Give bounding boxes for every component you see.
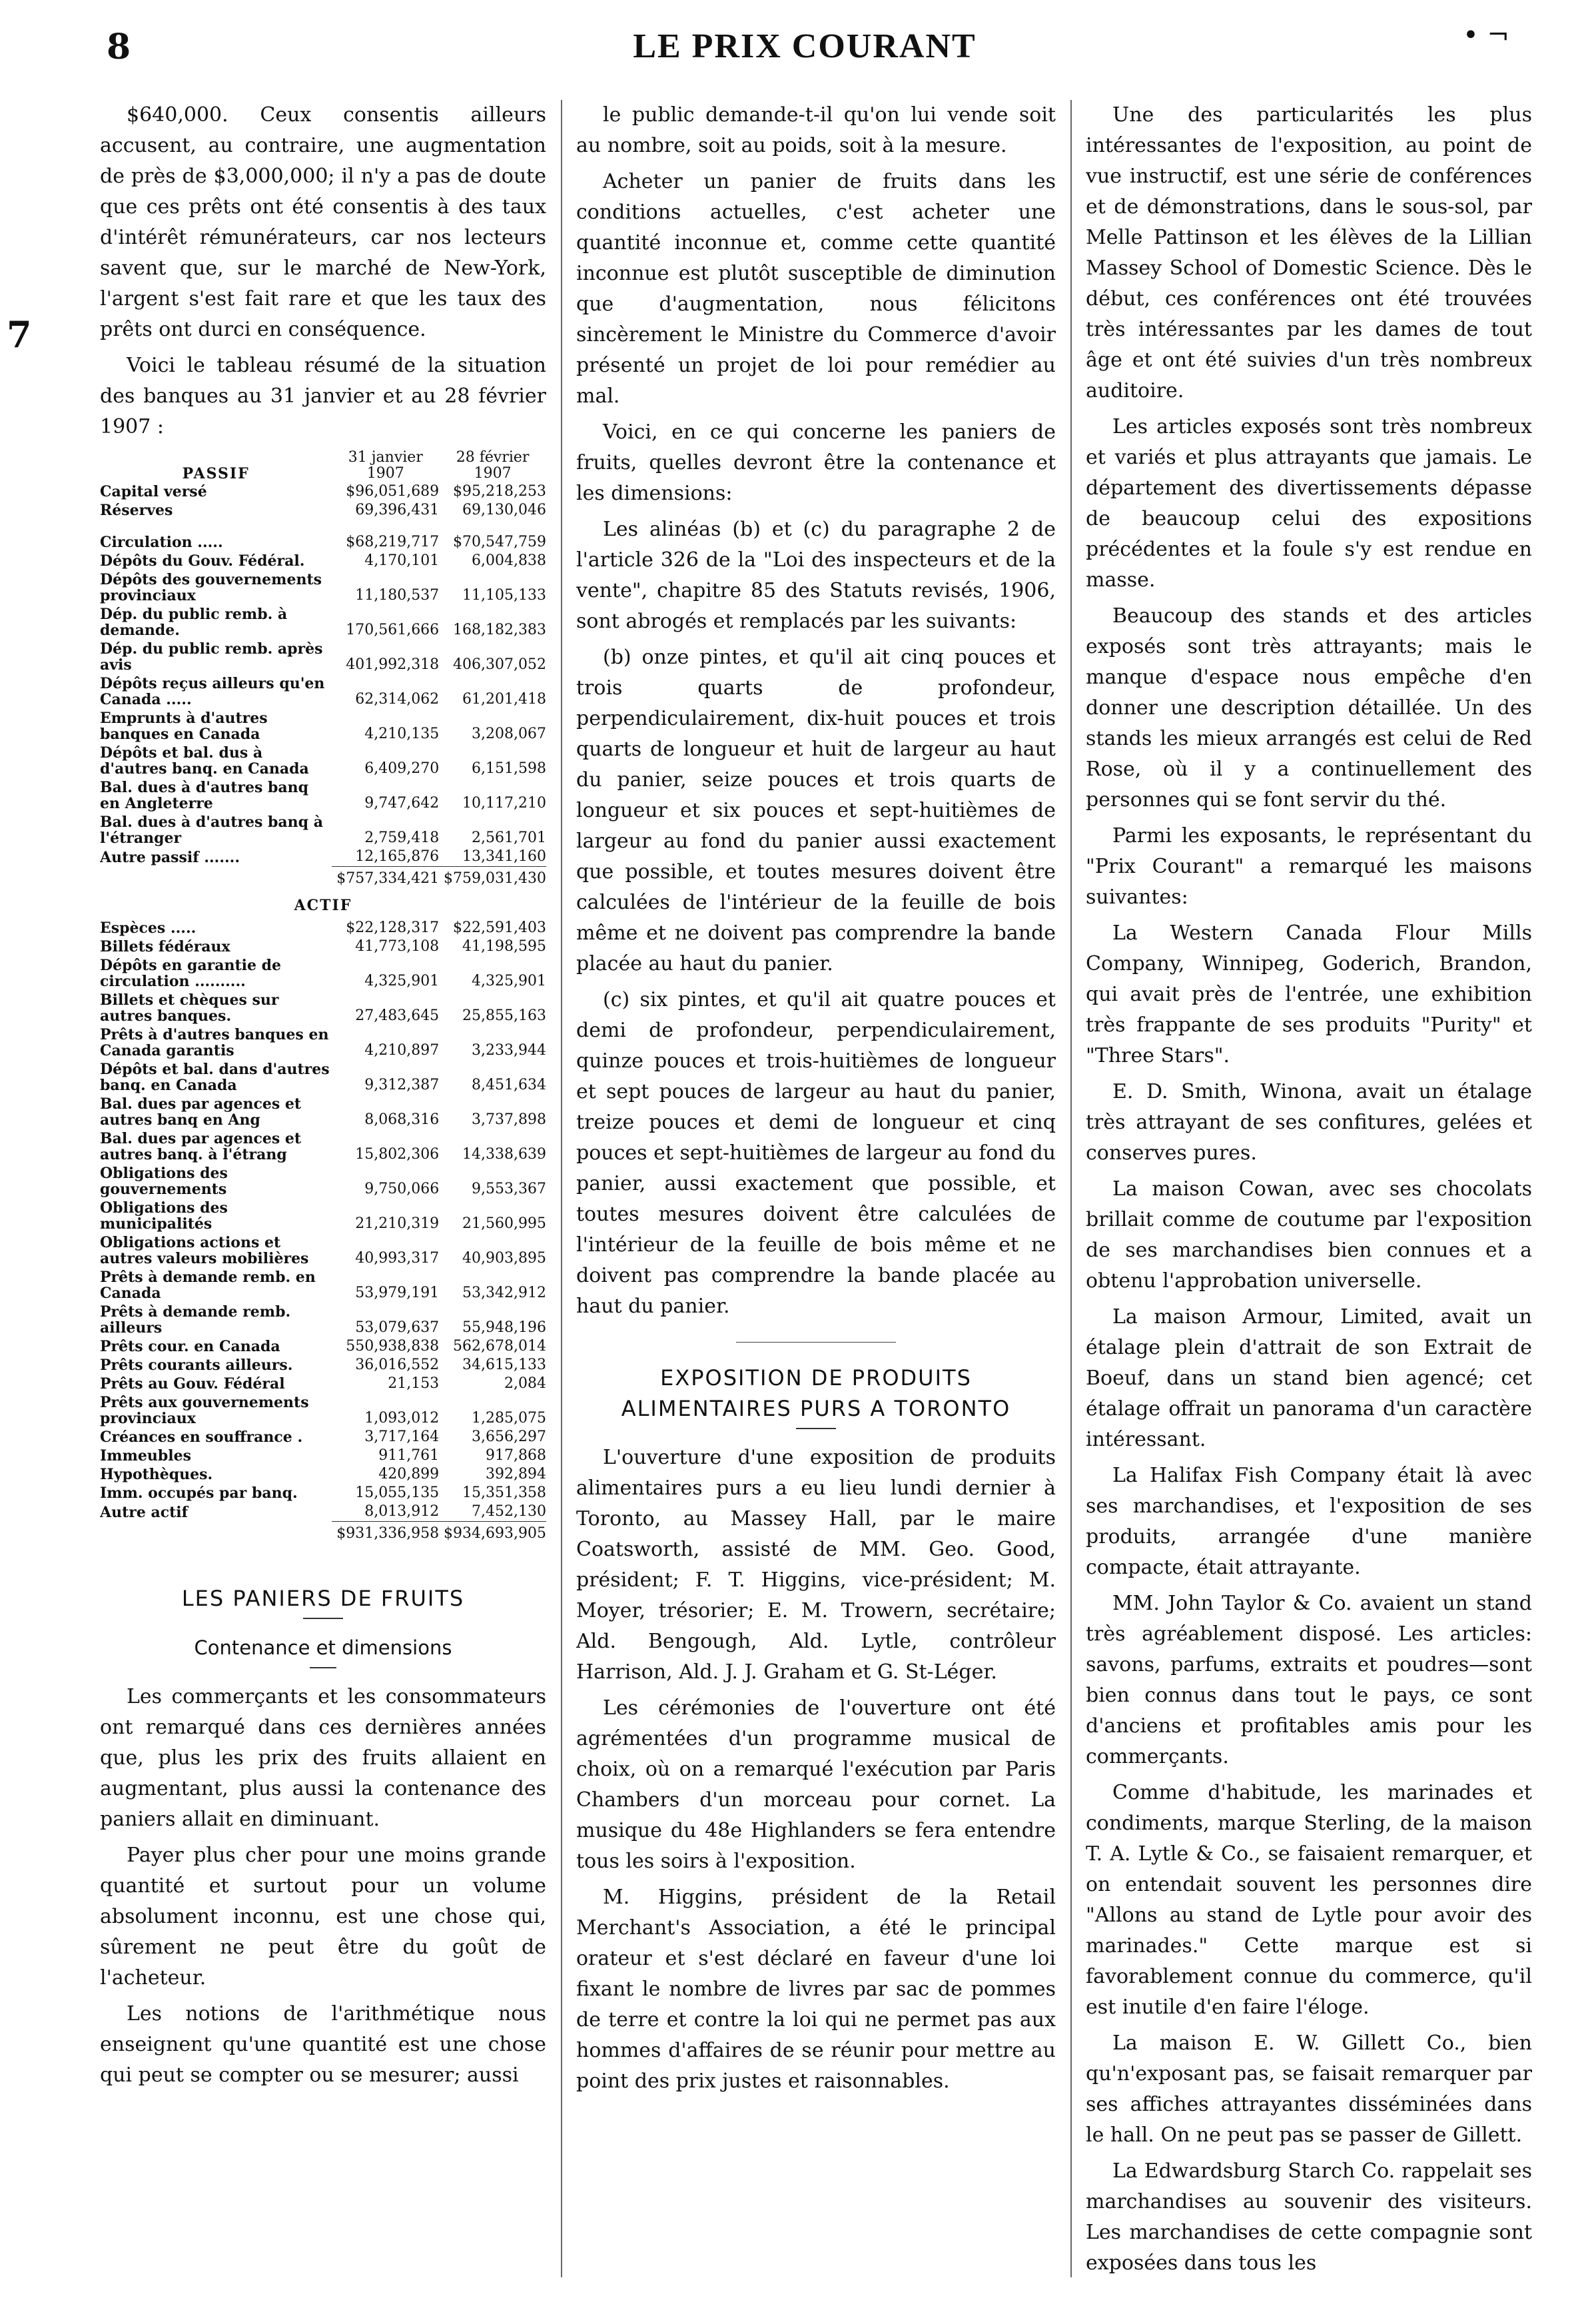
bank-statement-table [100,449,546,1543]
value-feb: 11,105,133 [462,587,546,604]
actif-total-row [100,1522,546,1544]
value-feb: 3,208,067 [472,726,546,742]
value-jan: 62,314,062 [355,691,440,708]
paragraph: Parmi les exposants, le représentant du "Prix Courant" a remarqué les maisons suivantes: [1086,824,1532,909]
value-jan: 21,153 [388,1375,440,1392]
value-feb: 10,117,210 [462,795,546,812]
passif-total-feb: $759,031,430 [439,867,546,889]
value-feb: 13,341,160 [462,848,546,865]
paragraph: Les cérémonies de l'ouverture ont été agrémentées d'un programme musical de choix, où on a remarqué l'exécution par Paris Chambers d'un morceau pour cornet. La musique du 48e Highlanders se fera entendre tous les soirs à l'exposition. [576,1696,1056,1873]
table-row [100,1129,546,1164]
paragraph: le public demande-t-il qu'on lui vende soit au nombre, soit au poids, soit à la mesure. [576,103,1056,157]
value-feb: 3,233,944 [472,1042,546,1059]
table-row [100,1164,546,1199]
value-jan: 2,759,418 [364,830,440,846]
table-row [100,1095,546,1129]
paragraph: La Edwardsburg Starch Co. rappelait ses marchandises au souvenir des visiteurs. Les marchandises de cette compagnie sont exposées dans tous les [1086,2159,1532,2275]
value-jan: $22,128,317 [346,919,440,936]
value-feb: 6,151,598 [472,760,546,777]
column-header-jan: 31 janvier 1907 [348,449,423,482]
paragraph: Acheter un panier de fruits dans les conditions actuelles, c'est acheter une quantité inconnue et, comme cette quantité inconnue est plutôt susceptible de diminution que d'augmentation, nous félicitons sincèrement le Ministre du Commerce d'avoir présenté un projet de loi pour remédier au mal. [576,170,1056,408]
paragraph: Les alinéas (b) et (c) du paragraphe 2 de l'article 326 de la "Loi des inspecteurs et de la vente", chapitre 85 des Statuts revisés, 1906, sont abrogés et remplacés par les suivants: [576,518,1056,633]
value-feb: 406,307,052 [453,656,546,673]
actif-total-jan: $931,336,958 [332,1522,439,1544]
row-label: Prêts à d'autres banques en Canada garantis [100,1026,329,1059]
value-feb: 53,342,912 [462,1285,546,1301]
value-jan: 1,093,012 [364,1410,440,1427]
table-row [100,1268,546,1303]
row-label: Capital versé [100,483,207,500]
actif-total-feb: $934,693,905 [439,1522,546,1544]
section-title-paniers: LES PANIERS DE FRUITS [181,1586,465,1611]
passif-rows [100,533,546,867]
table-row [100,1393,546,1428]
value-feb: $22,591,403 [453,919,546,936]
page-header [100,20,1509,80]
title-rule [796,1428,836,1429]
row-label: Billets fédéraux [100,938,230,955]
value-feb: 55,948,196 [462,1319,546,1336]
value-feb: 9,553,367 [472,1181,546,1197]
table-row [100,937,546,956]
value-jan: 41,773,108 [355,938,440,955]
row-label: Immeubles [100,1447,191,1464]
table-row [100,570,546,605]
table-row [100,1303,546,1337]
value-feb: 8,451,634 [472,1077,546,1093]
row-label: Créances en souffrance . [100,1429,303,1446]
table-row [100,956,546,991]
table-row [100,813,546,848]
value-jan: 11,180,537 [355,587,440,604]
row-label: Dép. du public remb. après avis [100,640,323,674]
value-jan: 9,312,387 [364,1077,440,1093]
paragraph: Voici le tableau résumé de la situation des banques au 31 janvier et au 28 février 1907 : [100,354,546,438]
row-label: Dépôts des gouvernements provinciaux [100,571,322,604]
table-row [100,640,546,674]
paniers-article [100,1682,546,2091]
table-row [100,848,546,867]
table-row [100,1446,546,1465]
value-feb: 7,452,130 [472,1503,546,1520]
page-number: 8 [107,27,131,67]
row-label: Autre actif [100,1503,189,1521]
subtitle-rule [310,1667,336,1668]
table-row [100,501,546,520]
paragraph: E. D. Smith, Winona, avait un étalage très attrayant de ses confitures, gelées et conserves pures. [1086,1080,1532,1165]
value-feb: 21,560,995 [462,1215,546,1232]
value-jan: 69,396,431 [355,502,440,518]
row-label: Circulation ..... [100,534,223,551]
value-jan: 9,750,066 [364,1181,440,1197]
margin-mark: 7 [7,313,32,356]
row-label: Prêts à demande remb. ailleurs [100,1303,291,1337]
paragraph: Beaucoup des stands et des articles exposés sont très attrayants; mais le manque d'espace nous empêche d'en donner une description détaillée. Un des stands les mieux arrangés est celui de Red Rose, où il y a continuellement des personnes qui se font servir du thé. [1086,604,1532,812]
table-row [100,1356,546,1375]
value-feb: 1,285,075 [472,1410,546,1427]
paragraph: Comme d'habitude, les marinades et condiments, marque Sterling, de la maison T. A. Lytle & Co., se faisaient remarquer, et on entendait souvent les personnes dire "Allons au stand de Lytle pour avoir des marinades." Cette marque est si favorablement connue du commerce, qu'il est inutile d'en faire l'éloge. [1086,1781,1532,2019]
masthead-title: LE PRIX COURANT [633,27,977,65]
value-feb: 4,325,901 [472,973,546,989]
value-jan: 420,899 [378,1466,440,1482]
value-jan: 4,210,135 [364,726,440,742]
paragraph: Les notions de l'arithmétique nous enseignent qu'une quantité est une chose qui peut se compter ou se mesurer; aussi [100,2002,546,2087]
table-row [100,1502,546,1522]
row-label: Obligations actions et autres valeurs mobilières [100,1234,309,1267]
section-title-exposition: EXPOSITION DE PRODUITS ALIMENTAIRES PURS A TORONTO [621,1365,1011,1421]
table-row [100,1060,546,1095]
value-jan: 9,747,642 [364,795,440,812]
value-jan: 4,325,901 [364,973,440,989]
value-jan: 53,979,191 [355,1285,440,1301]
value-jan: 12,165,876 [355,848,440,865]
row-label: Prêts courants ailleurs. [100,1357,293,1374]
value-jan: 40,993,317 [355,1250,440,1267]
paniers-article-continued [576,100,1056,1322]
section-subtitle-paniers: Contenance et dimensions [194,1636,452,1659]
paragraph: $640,000. Ceux consentis ailleurs accusent, au contraire, une augmentation de près de $3,000,000; il n'y a pas de doute que ces prêts ont été consentis à des taux d'intérêt rémunérateurs, car nos lecteurs savent que, sur le marché de New-York, l'argent s'est fait rare et que les taux des prêts ont durci en conséquence. [100,103,546,341]
value-jan: 27,483,645 [355,1007,440,1024]
value-feb: 917,868 [486,1447,546,1464]
table-row [100,674,546,709]
paragraph: La Halifax Fish Company était là avec ses marchandises, et l'exposition de ses produits, arrangée d'une manière compacte, était attrayante. [1086,1464,1532,1579]
row-label: Prêts aux gouvernements provinciaux [100,1394,309,1427]
table-row [100,778,546,813]
table-row [100,533,546,552]
value-jan: 550,938,838 [346,1338,440,1355]
row-label: Emprunts à d'autres banques en Canada [100,710,268,743]
table-row [100,605,546,640]
table-row [100,1233,546,1268]
value-feb: $95,218,253 [453,483,546,500]
value-feb: 40,903,895 [462,1250,546,1267]
row-label: Prêts au Gouv. Fédéral [100,1375,285,1393]
passif-header: PASSIF [182,465,250,482]
row-label: Hypothèques. [100,1466,213,1483]
table-row [100,744,546,778]
row-label: Autre passif ....... [100,848,240,866]
actif-header: ACTIF [294,897,352,914]
row-label: Bal. dues par agences et autres banq. à l'étrang [100,1130,302,1163]
value-feb: 562,678,014 [453,1338,546,1355]
paragraph: Payer plus cher pour une moins grande quantité et surtout pour un volume absolument inconnu, est une chose qui, sûrement ne peut être du goût de l'acheteur. [100,1844,546,1990]
table-row [100,919,546,937]
row-label: Imm. occupés par banq. [100,1484,298,1502]
value-feb: 25,855,163 [462,1007,546,1024]
row-label: Réserves [100,502,173,519]
paragraph: M. Higgins, président de la Retail Merchant's Association, a été le principal orateur et s'est déclaré en faveur d'une loi fixant le nombre de livres par sac de pommes de terre et contre la loi qui ne permet pas aux hommes d'affaires de se réunir pour mettre au point des prix justes et raisonnables. [576,1886,1056,2093]
value-feb: $70,547,759 [453,534,546,550]
value-jan: 4,170,101 [364,552,440,569]
row-label: Dépôts et bal. dus à d'autres banq. en Canada [100,744,309,778]
row-label: Bal. dues par agences et autres banq en Ang [100,1095,302,1129]
actif-rows [100,919,546,1522]
paragraph: (c) six pintes, et qu'il ait quatre pouces et demi de profondeur, perpendiculairement, quinze pouces et trois-huitièmes de longueur et sept pouces de largeur au haut du panier, treize pouces et demi de longueur et cinq pouces et sept-huitièmes de largeur au fond du panier, aussi exactement que possible, et toutes mesures doivent être calculées de l'intérieur de la feuille de bois même et ne doivent pas comprendre la bande placée au haut du panier. [576,988,1056,1318]
table-row [100,1375,546,1393]
value-jan: 911,761 [378,1447,440,1464]
value-jan: 401,992,318 [346,656,440,673]
value-feb: 14,338,639 [462,1146,546,1163]
value-feb: 3,656,297 [472,1429,546,1445]
table-row [100,552,546,570]
value-jan: 6,409,270 [364,760,440,777]
table-row [100,709,546,744]
passif-total-jan: $757,334,421 [332,867,439,889]
row-label: Dépôts du Gouv. Fédéral. [100,552,305,570]
paragraph: Une des particularités les plus intéressantes de l'exposition, au point de vue instructif, est une série de conférences et de démonstrations, dans le sous-sol, par Melle Pattinson et les élèves de la Lillian Massey School of Domestic Science. Dès le début, ces conférences ont été trouvées très intéressantes par les dames de tout âge et ont été suivies d'un très nombreux auditoire. [1086,103,1532,402]
bank-intro [100,100,546,442]
value-jan: 21,210,319 [355,1215,440,1232]
row-label: Dépôts et bal. dans d'autres banq. en Canada [100,1061,330,1094]
column-rule-2 [1070,100,1072,2277]
table-row [100,1484,546,1502]
value-feb: 15,351,358 [462,1484,546,1501]
paragraph: Les commerçants et les consommateurs ont remarqué dans ces dernières années que, plus les prix des fruits allaient en augmentant, plus aussi la contenance des paniers allait en diminuant. [100,1685,546,1831]
paragraph: MM. John Taylor & Co. avaient un stand très agréablement disposé. Les articles: savons, parfums, extraits et poudres—sont bien connus dans tout le pays, ce sont d'anciens et profitables amis pour les commerçants. [1086,1592,1532,1768]
paragraph: La maison E. W. Gillett Co., bien qu'n'exposant pas, se faisait remarquer par ses affiches attrayantes disséminées dans le hall. On ne peut pas se passer de Gillett. [1086,2031,1532,2147]
passif-rows-capital [100,482,546,520]
row-label: Dépôts reçus ailleurs qu'en Canada ..... [100,675,325,708]
value-jan: 36,016,552 [355,1357,440,1373]
value-feb: 2,084 [504,1375,546,1392]
paragraph: (b) onze pintes, et qu'il ait cinq pouces et trois quarts de profondeur, perpendiculairement, dix-huit pouces et trois quarts de longueur et huit de largeur au haut du panier, seize pouces et trois quarts de longueur et six pouces et sept-huitièmes de largeur au fond du panier aussi exactement que possible, et toutes mesures doivent être calculées de l'intérieur de la feuille de bois même et ne doivent pas comprendre la bande placée au haut du panier. [576,646,1056,975]
row-label: Bal. dues à d'autres banq à l'étranger [100,814,323,847]
table-row [100,1337,546,1356]
table-row [100,991,546,1025]
paragraph: Les articles exposés sont très nombreux et variés et plus attrayants que jamais. Le département des divertissements dépasse de beaucoup celui des expositions précédentes et la foule s'y est rendue en masse. [1086,415,1532,592]
value-feb: 61,201,418 [462,691,546,708]
value-jan: $96,051,689 [346,483,440,500]
table-row [100,1199,546,1233]
row-label: Dép. du public remb. à demande. [100,606,288,639]
paragraph: La maison Armour, Limited, avait un étalage plein d'attrait de son Extrait de Boeuf, dans un stand bien agencé; cet étalage offrait un panorama d'un caractère intéressant. [1086,1305,1532,1451]
value-feb: 3,737,898 [472,1111,546,1128]
column-rule-1 [561,100,562,2277]
value-jan: $68,219,717 [346,534,440,550]
row-label: Billets et chèques sur autres banques. [100,991,279,1025]
row-label: Espèces ..... [100,919,197,937]
value-feb: 6,004,838 [472,552,546,569]
exposition-article [576,1442,1056,2097]
column-header-feb: 28 février 1907 [456,449,530,482]
value-jan: 15,802,306 [355,1146,440,1163]
value-feb: 168,182,383 [453,622,546,638]
passif-total-row [100,867,546,889]
value-feb: 34,615,133 [462,1357,546,1373]
value-jan: 4,210,897 [364,1042,440,1059]
value-feb: 69,130,046 [462,502,546,518]
row-label: Obligations des municipalités [100,1199,228,1233]
paragraph: La Western Canada Flour Mills Company, Winnipeg, Goderich, Brandon, qui avait près de l'entrée, une exhibition très frappante de ses produits "Purity" et "Three Stars". [1086,921,1532,1067]
value-feb: 392,894 [486,1466,546,1482]
value-jan: 15,055,135 [355,1484,440,1501]
value-jan: 53,079,637 [355,1319,440,1336]
table-row [100,1025,546,1060]
article-separator [736,1342,896,1343]
value-jan: 8,013,912 [364,1503,440,1520]
row-label: Bal. dues à d'autres banq en Angleterre [100,779,309,812]
paragraph: L'ouverture d'une exposition de produits alimentaires purs a eu lieu lundi dernier à Toronto, au Massey Hall, par le maire Coatsworth, assisté de MM. Geo. Good, président; F. T. Higgins, vice-président; M. Moyer, trésorier; E. M. Trowern, secrétaire; Ald. Bengough, Ald. Lytle, contrôleur Harrison, Ald. J. J. Graham et G. St-Léger. [576,1446,1056,1684]
row-label: Dépôts en garantie de circulation .......... [100,957,282,990]
value-feb: 2,561,701 [472,830,546,846]
value-jan: 3,717,164 [364,1429,440,1445]
row-label: Prêts cour. en Canada [100,1338,280,1355]
title-rule [303,1618,343,1619]
value-jan: 8,068,316 [364,1111,440,1128]
column-3 [1086,100,1532,2277]
row-label: Prêts à demande remb. en Canada [100,1269,316,1302]
table-row [100,482,546,501]
table-row [100,1465,546,1484]
value-feb: 41,198,595 [462,938,546,955]
column-2 [576,100,1056,2277]
exposition-article-continued [1086,100,1532,2277]
paragraph: Voici, en ce qui concerne les paniers de fruits, quelles devront être la contenance et les dimensions: [576,420,1056,505]
value-jan: 170,561,666 [346,622,440,638]
column-1 [100,100,546,2277]
paragraph: La maison Cowan, avec ses chocolats brillait comme de coutume par l'exposition de ses marchandises bien connues et a obtenu l'approbation universelle. [1086,1177,1532,1293]
row-label: Obligations des gouvernements [100,1165,228,1198]
table-row [100,1428,546,1446]
corner-mark: • ¬ [1463,20,1509,51]
